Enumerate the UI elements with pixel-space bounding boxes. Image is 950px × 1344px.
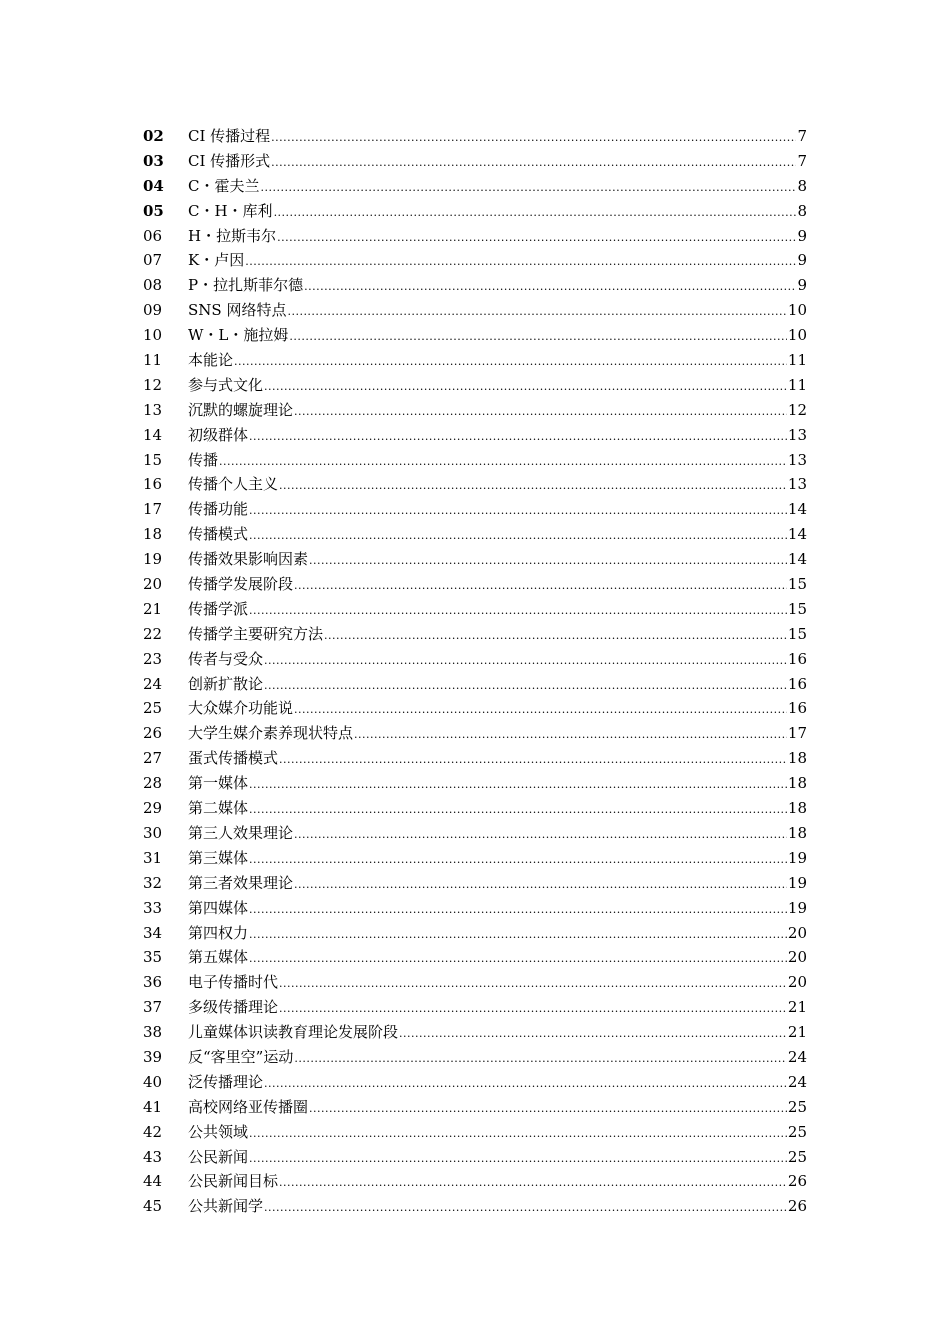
toc-entry-title[interactable]: 反“客里空”运动 [188,1047,294,1066]
toc-entry-title[interactable]: 第三者效果理论 [188,873,294,892]
toc-entry-page-number: 15 [787,575,807,594]
toc-entry[interactable] [143,846,807,871]
toc-entry-title[interactable]: 传播 [188,450,219,469]
toc-dot-leader [245,250,796,275]
toc-dot-leader [294,698,787,723]
toc-entry[interactable] [143,647,807,672]
toc-entry-page-number: 21 [787,1023,807,1042]
toc-entry-title[interactable]: P・拉扎斯菲尔德 [188,276,304,295]
toc-dot-leader [294,400,787,425]
toc-entry[interactable] [143,1045,807,1070]
toc-entry-page-number: 15 [787,599,807,618]
toc-entry[interactable] [143,522,807,547]
toc-dot-leader [294,574,787,599]
toc-entry-page-number: 14 [787,500,807,519]
toc-dot-leader [279,1171,787,1196]
toc-dot-leader [309,549,787,574]
toc-dot-leader [249,425,787,450]
toc-entry[interactable] [143,771,807,796]
toc-entry-number: 37 [143,998,163,1017]
toc-entry-title[interactable]: SNS 网络特点 [188,301,287,320]
toc-entry-number: 08 [143,276,163,295]
toc-entry-title[interactable]: K・卢因 [188,251,245,270]
toc-dot-leader [279,972,787,997]
toc-entry[interactable] [143,746,807,771]
toc-dot-leader [304,275,796,300]
toc-entry-title[interactable]: 第一媒体 [188,774,249,793]
toc-entry-number: 27 [143,749,163,768]
toc-entry-title[interactable]: 沉默的螺旋理论 [188,400,294,419]
toc-entry-title[interactable]: CI 传播过程 [188,127,271,145]
toc-entry[interactable] [143,1169,807,1194]
toc-entry-page-number: 26 [787,1197,807,1216]
toc-entry[interactable] [143,497,807,522]
toc-entry-page-number: 26 [787,1172,807,1191]
toc-entry-page-number: 18 [787,749,807,768]
toc-entry[interactable] [143,1020,807,1045]
toc-entry-number: 25 [143,699,163,718]
toc-dot-leader [309,1097,787,1122]
table-of-contents [143,124,807,1219]
toc-entry-number: 38 [143,1023,163,1042]
toc-entry[interactable] [143,796,807,821]
toc-dot-leader [260,176,796,201]
toc-entry[interactable] [143,896,807,921]
toc-entry-title[interactable]: 第二媒体 [188,799,249,818]
toc-entry[interactable] [143,871,807,896]
toc-dot-leader [249,947,787,972]
toc-entry[interactable] [143,199,807,224]
toc-dot-leader [274,201,797,226]
toc-entry-title[interactable]: 公民新闻 [188,1147,249,1166]
toc-dot-leader [294,1047,787,1072]
toc-entry-number: 41 [143,1097,163,1116]
toc-entry[interactable] [143,547,807,572]
toc-entry-page-number: 14 [787,550,807,569]
toc-entry-title[interactable]: C・H・库利 [188,201,273,220]
toc-entry-page-number: 12 [787,400,807,419]
toc-entry-number: 31 [143,848,163,867]
toc-entry-number: 06 [143,226,163,245]
toc-entry-number: 35 [143,948,163,967]
toc-entry-number: 28 [143,774,163,793]
toc-entry-title[interactable]: 公共新闻学 [188,1197,264,1216]
toc-entry-title[interactable]: 电子传播时代 [188,973,279,992]
toc-entry[interactable] [143,1070,807,1095]
toc-entry[interactable] [143,1120,807,1145]
toc-entry-number: 22 [143,624,163,643]
toc-dot-leader [249,848,787,873]
toc-entry-number: 42 [143,1122,163,1141]
toc-entry-number: 21 [143,599,163,618]
toc-entry[interactable] [143,348,807,373]
toc-dot-leader [277,226,796,251]
toc-entry-title[interactable]: 公民新闻目标 [188,1172,279,1191]
toc-entry-page-number: 18 [787,799,807,818]
toc-entry-page-number: 25 [787,1147,807,1166]
toc-entry-number: 34 [143,923,163,942]
toc-entry[interactable] [143,398,807,423]
toc-entry-page-number: 16 [787,649,807,668]
toc-entry-title[interactable]: CI 传播形式 [188,151,271,170]
toc-entry-page-number: 19 [787,898,807,917]
toc-dot-leader [279,474,787,499]
toc-entry-page-number: 8 [797,176,807,195]
toc-dot-leader [249,773,787,798]
toc-entry-title[interactable]: 参与式文化 [188,375,264,394]
toc-entry-number: 36 [143,973,163,992]
toc-entry[interactable] [143,572,807,597]
toc-entry[interactable] [143,995,807,1020]
toc-entry[interactable] [143,323,807,348]
toc-entry-number: 20 [143,575,163,594]
toc-entry-page-number: 18 [787,774,807,793]
toc-entry-title[interactable]: 第三人效果理论 [188,823,294,842]
toc-entry[interactable] [143,174,807,199]
toc-entry-page-number: 7 [797,151,807,170]
toc-entry-number: 11 [143,351,163,370]
toc-entry[interactable] [143,672,807,697]
toc-entry-title[interactable]: 传播个人主义 [188,475,279,494]
toc-entry-title[interactable]: 本能论 [188,351,234,370]
toc-entry-page-number: 24 [787,1072,807,1091]
toc-entry-title[interactable]: 蛋式传播模式 [188,749,279,768]
toc-entry[interactable] [143,448,807,473]
toc-entry-page-number: 10 [787,301,807,320]
toc-dot-leader [354,723,787,748]
toc-entry-number: 07 [143,251,163,270]
toc-entry-page-number: 20 [787,948,807,967]
toc-entry-title[interactable]: 儿童媒体识读教育理论发展阶段 [188,1023,399,1042]
toc-entry-number: 12 [143,375,163,394]
toc-entry-page-number: 24 [787,1047,807,1066]
toc-entry-title[interactable]: 传播学派 [188,599,249,618]
toc-dot-leader [249,798,787,823]
toc-entry-page-number: 8 [797,201,807,220]
toc-entry-page-number: 16 [787,699,807,718]
toc-entry-number: 09 [143,301,163,320]
toc-dot-leader [271,126,796,151]
toc-dot-leader [271,151,796,176]
toc-entry[interactable] [143,821,807,846]
toc-entry-number: 23 [143,649,163,668]
toc-entry-number: 10 [143,326,163,345]
toc-entry[interactable] [143,597,807,622]
toc-dot-leader [249,898,787,923]
toc-dot-leader [399,1022,787,1047]
toc-entry-page-number: 9 [797,251,807,270]
toc-entry-title[interactable]: W・L・施拉姆 [188,326,289,345]
toc-entry-page-number: 25 [787,1097,807,1116]
toc-dot-leader [249,923,787,948]
toc-entry-page-number: 11 [787,351,807,370]
toc-entry[interactable] [143,423,807,448]
toc-entry-number: 44 [143,1172,163,1191]
toc-entry[interactable] [143,472,807,497]
toc-entry[interactable] [143,273,807,298]
toc-entry-page-number: 13 [787,425,807,444]
toc-entry-page-number: 20 [787,973,807,992]
toc-dot-leader [287,300,786,325]
toc-entry-number: 26 [143,724,163,743]
toc-dot-leader [249,499,787,524]
toc-entry-number: 19 [143,550,163,569]
toc-entry-page-number: 9 [797,226,807,245]
toc-dot-leader [294,823,787,848]
toc-entry[interactable] [143,970,807,995]
toc-entry-number: 24 [143,674,163,693]
toc-entry-page-number: 20 [787,923,807,942]
toc-entry-number: 32 [143,873,163,892]
toc-entry-page-number: 14 [787,525,807,544]
toc-entry-title[interactable]: 大众媒介功能说 [188,699,294,718]
toc-dot-leader [264,674,787,699]
toc-entry[interactable] [143,224,807,249]
toc-dot-leader [249,1147,787,1172]
toc-dot-leader [279,997,787,1022]
toc-dot-leader [234,350,787,375]
toc-entry-page-number: 19 [787,873,807,892]
toc-entry-page-number: 17 [787,724,807,743]
toc-entry-page-number: 10 [787,326,807,345]
toc-entry-title[interactable]: 传播效果影响因素 [188,550,309,569]
toc-dot-leader [219,450,787,475]
toc-entry-title[interactable]: 泛传播理论 [188,1072,264,1091]
toc-entry-title[interactable]: 多级传播理论 [188,998,279,1017]
toc-entry-number: 04 [143,176,164,195]
toc-entry-page-number: 11 [787,375,807,394]
toc-entry-number: 33 [143,898,163,917]
toc-entry-number: 02 [143,127,164,145]
toc-entry-page-number: 25 [787,1122,807,1141]
toc-entry-title[interactable]: 传播功能 [188,500,249,519]
toc-dot-leader [294,873,787,898]
toc-entry-title[interactable]: 第四媒体 [188,898,249,917]
toc-entry[interactable] [143,1095,807,1120]
toc-entry[interactable] [143,696,807,721]
toc-entry-title[interactable]: 高校网络亚传播圈 [188,1097,309,1116]
toc-entry-title[interactable]: H・拉斯韦尔 [188,226,277,245]
toc-entry-page-number: 9 [797,276,807,295]
toc-entry-number: 14 [143,425,163,444]
toc-entry-number: 17 [143,500,163,519]
toc-entry-title[interactable]: 初级群体 [188,425,249,444]
toc-entry-title[interactable]: 公共领域 [188,1122,249,1141]
toc-entry-page-number: 21 [787,998,807,1017]
toc-entry-number: 39 [143,1047,163,1066]
toc-entry[interactable] [143,622,807,647]
toc-entry[interactable] [143,124,807,149]
toc-dot-leader [264,375,787,400]
toc-dot-leader [249,599,787,624]
toc-entry-number: 13 [143,400,163,419]
toc-entry-page-number: 18 [787,823,807,842]
toc-entry-number: 45 [143,1197,163,1216]
toc-entry-number: 43 [143,1147,163,1166]
toc-entry-title[interactable]: 传播学主要研究方法 [188,624,324,643]
toc-entry-title[interactable]: 创新扩散论 [188,674,264,693]
toc-entry[interactable] [143,149,807,174]
toc-entry[interactable] [143,1194,807,1219]
toc-entry[interactable] [143,1145,807,1170]
toc-entry-title[interactable]: 第五媒体 [188,948,249,967]
toc-dot-leader [264,649,787,674]
toc-entry[interactable] [143,373,807,398]
toc-entry-page-number: 13 [787,450,807,469]
toc-entry-page-number: 13 [787,475,807,494]
toc-dot-leader [264,1072,787,1097]
toc-entry[interactable] [143,945,807,970]
toc-entry-number: 40 [143,1072,163,1091]
toc-entry-number: 30 [143,823,163,842]
toc-dot-leader [324,624,787,649]
toc-dot-leader [249,524,787,549]
toc-entry-page-number: 19 [787,848,807,867]
toc-dot-leader [249,1122,787,1147]
toc-entry-number: 29 [143,799,163,818]
toc-dot-leader [279,748,787,773]
toc-entry-title[interactable]: 第三媒体 [188,848,249,867]
toc-entry-page-number: 7 [797,127,807,145]
toc-entry-title[interactable]: 大学生媒介素养现状特点 [188,724,354,743]
toc-entry-title[interactable]: 第四权力 [188,923,249,942]
toc-entry[interactable] [143,248,807,273]
toc-entry[interactable] [143,721,807,746]
toc-entry-number: 15 [143,450,163,469]
toc-entry-title[interactable]: 传者与受众 [188,649,264,668]
toc-entry-number: 16 [143,475,163,494]
toc-entry-number: 05 [143,201,164,220]
toc-entry-page-number: 16 [787,674,807,693]
toc-entry[interactable] [143,921,807,946]
toc-entry-number: 03 [143,151,164,170]
toc-dot-leader [264,1196,787,1221]
toc-entry-title[interactable]: 传播学发展阶段 [188,575,294,594]
toc-entry-title[interactable]: C・霍夫兰 [188,176,260,195]
toc-entry-title[interactable]: 传播模式 [188,525,249,544]
toc-entry-page-number: 15 [787,624,807,643]
toc-entry-number: 18 [143,525,163,544]
toc-entry[interactable] [143,298,807,323]
toc-dot-leader [289,325,787,350]
